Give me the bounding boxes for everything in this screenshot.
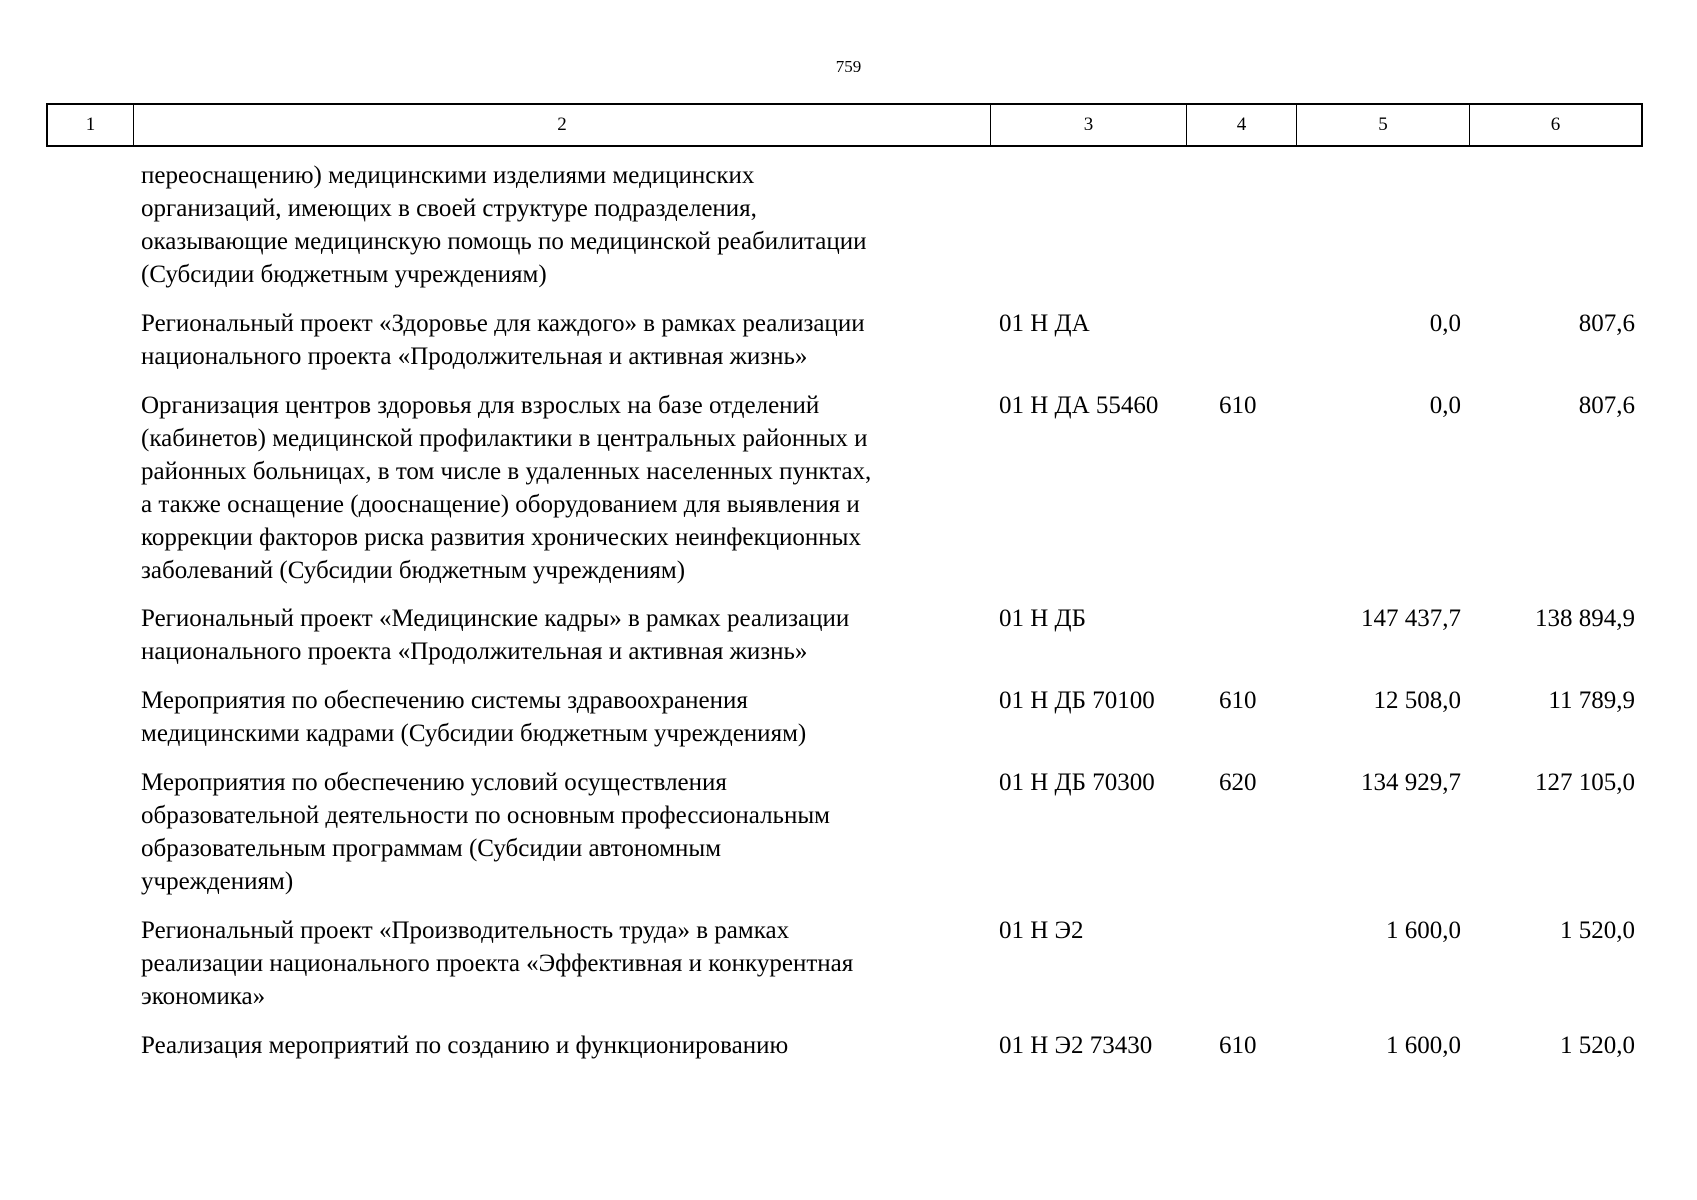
- description-line: экономика»: [141, 983, 266, 1010]
- description-line: оказывающие медицинскую помощь по медицинской реабилитации: [141, 228, 867, 255]
- row-description: [141, 389, 981, 587]
- row-amount-col5: 1 600,0: [1386, 917, 1461, 944]
- row-expense-type: 610: [1219, 392, 1257, 419]
- row-amount-col6: 127 105,0: [1535, 769, 1635, 796]
- description-line: а также оснащение (дооснащение) оборудованием для выявления и: [141, 491, 860, 518]
- header-col-4: 4: [1187, 105, 1297, 145]
- description-line: коррекции факторов риска развития хронических неинфекционных: [141, 524, 861, 551]
- table-header: [46, 103, 1643, 147]
- description-line: национального проекта «Продолжительная и активная жизнь»: [141, 343, 808, 370]
- row-amount-col5: 0,0: [1429, 310, 1461, 337]
- description-line: Организация центров здоровья для взрослых на базе отделений: [141, 392, 820, 419]
- header-col-1: 1: [48, 105, 134, 145]
- row-code: 01 Н Э2 73430: [999, 1032, 1153, 1059]
- row-amount-col6: 11 789,9: [1548, 687, 1635, 714]
- row-description: [141, 307, 981, 373]
- description-line: районных больницах, в том числе в удаленных населенных пунктах,: [141, 458, 872, 485]
- row-expense-type: 610: [1219, 1032, 1257, 1059]
- description-line: образовательной деятельности по основным профессиональным: [141, 802, 830, 829]
- description-line: Мероприятия по обеспечению системы здравоохранения: [141, 687, 748, 714]
- row-amount-col5: 12 508,0: [1373, 687, 1461, 714]
- row-amount-col6: 1 520,0: [1560, 1032, 1635, 1059]
- description-line: Региональный проект «Производительность труда» в рамках: [141, 917, 790, 944]
- header-col-5: 5: [1297, 105, 1470, 145]
- row-code: 01 Н Э2: [999, 917, 1084, 944]
- description-line: реализации национального проекта «Эффективная и конкурентная: [141, 950, 854, 977]
- row-amount-col5: 147 437,7: [1361, 605, 1461, 632]
- row-amount-col6: 138 894,9: [1535, 605, 1635, 632]
- description-line: (Субсидии бюджетным учреждениям): [141, 261, 547, 288]
- header-col-2: 2: [134, 105, 991, 145]
- row-code: 01 Н ДА: [999, 310, 1090, 337]
- description-line: учреждениям): [141, 868, 294, 895]
- row-description: [141, 159, 981, 291]
- description-line: Реализация мероприятий по созданию и функционированию: [141, 1032, 789, 1059]
- page-number: 759: [835, 57, 862, 76]
- row-amount-col5: 1 600,0: [1386, 1032, 1461, 1059]
- row-code: 01 Н ДБ 70100: [999, 687, 1155, 714]
- row-expense-type: 620: [1219, 769, 1257, 796]
- description-line: Региональный проект «Здоровье для каждого» в рамках реализации: [141, 310, 865, 337]
- row-description: [141, 914, 981, 1013]
- row-amount-col6: 807,6: [1578, 392, 1635, 419]
- header-col-6: 6: [1550, 114, 1561, 135]
- row-expense-type: 610: [1219, 687, 1257, 714]
- row-amount-col5: 0,0: [1429, 392, 1461, 419]
- description-line: (кабинетов) медицинской профилактики в центральных районных и: [141, 425, 868, 452]
- description-line: переоснащению) медицинскими изделиями медицинских: [141, 162, 755, 189]
- description-line: медицинскими кадрами (Субсидии бюджетным учреждениям): [141, 720, 807, 747]
- row-code: 01 Н ДБ: [999, 605, 1086, 632]
- row-code: 01 Н ДБ 70300: [999, 769, 1155, 796]
- row-description: [141, 766, 981, 898]
- row-code: 01 Н ДА 55460: [999, 392, 1159, 419]
- description-line: образовательным программам (Субсидии автономным: [141, 835, 722, 862]
- row-amount-col6: 807,6: [1578, 310, 1635, 337]
- description-line: Мероприятия по обеспечению условий осуществления: [141, 769, 727, 796]
- row-description: [141, 1029, 981, 1062]
- row-amount-col6: 1 520,0: [1560, 917, 1635, 944]
- description-line: национального проекта «Продолжительная и активная жизнь»: [141, 638, 808, 665]
- row-description: [141, 684, 981, 750]
- description-line: организаций, имеющих в своей структуре подразделения,: [141, 195, 757, 222]
- row-description: [141, 602, 981, 668]
- description-line: Региональный проект «Медицинские кадры» в рамках реализации: [141, 605, 850, 632]
- row-amount-col5: 134 929,7: [1361, 769, 1461, 796]
- header-col-3: 3: [991, 105, 1187, 145]
- description-line: заболеваний (Субсидии бюджетным учреждениям): [141, 557, 686, 584]
